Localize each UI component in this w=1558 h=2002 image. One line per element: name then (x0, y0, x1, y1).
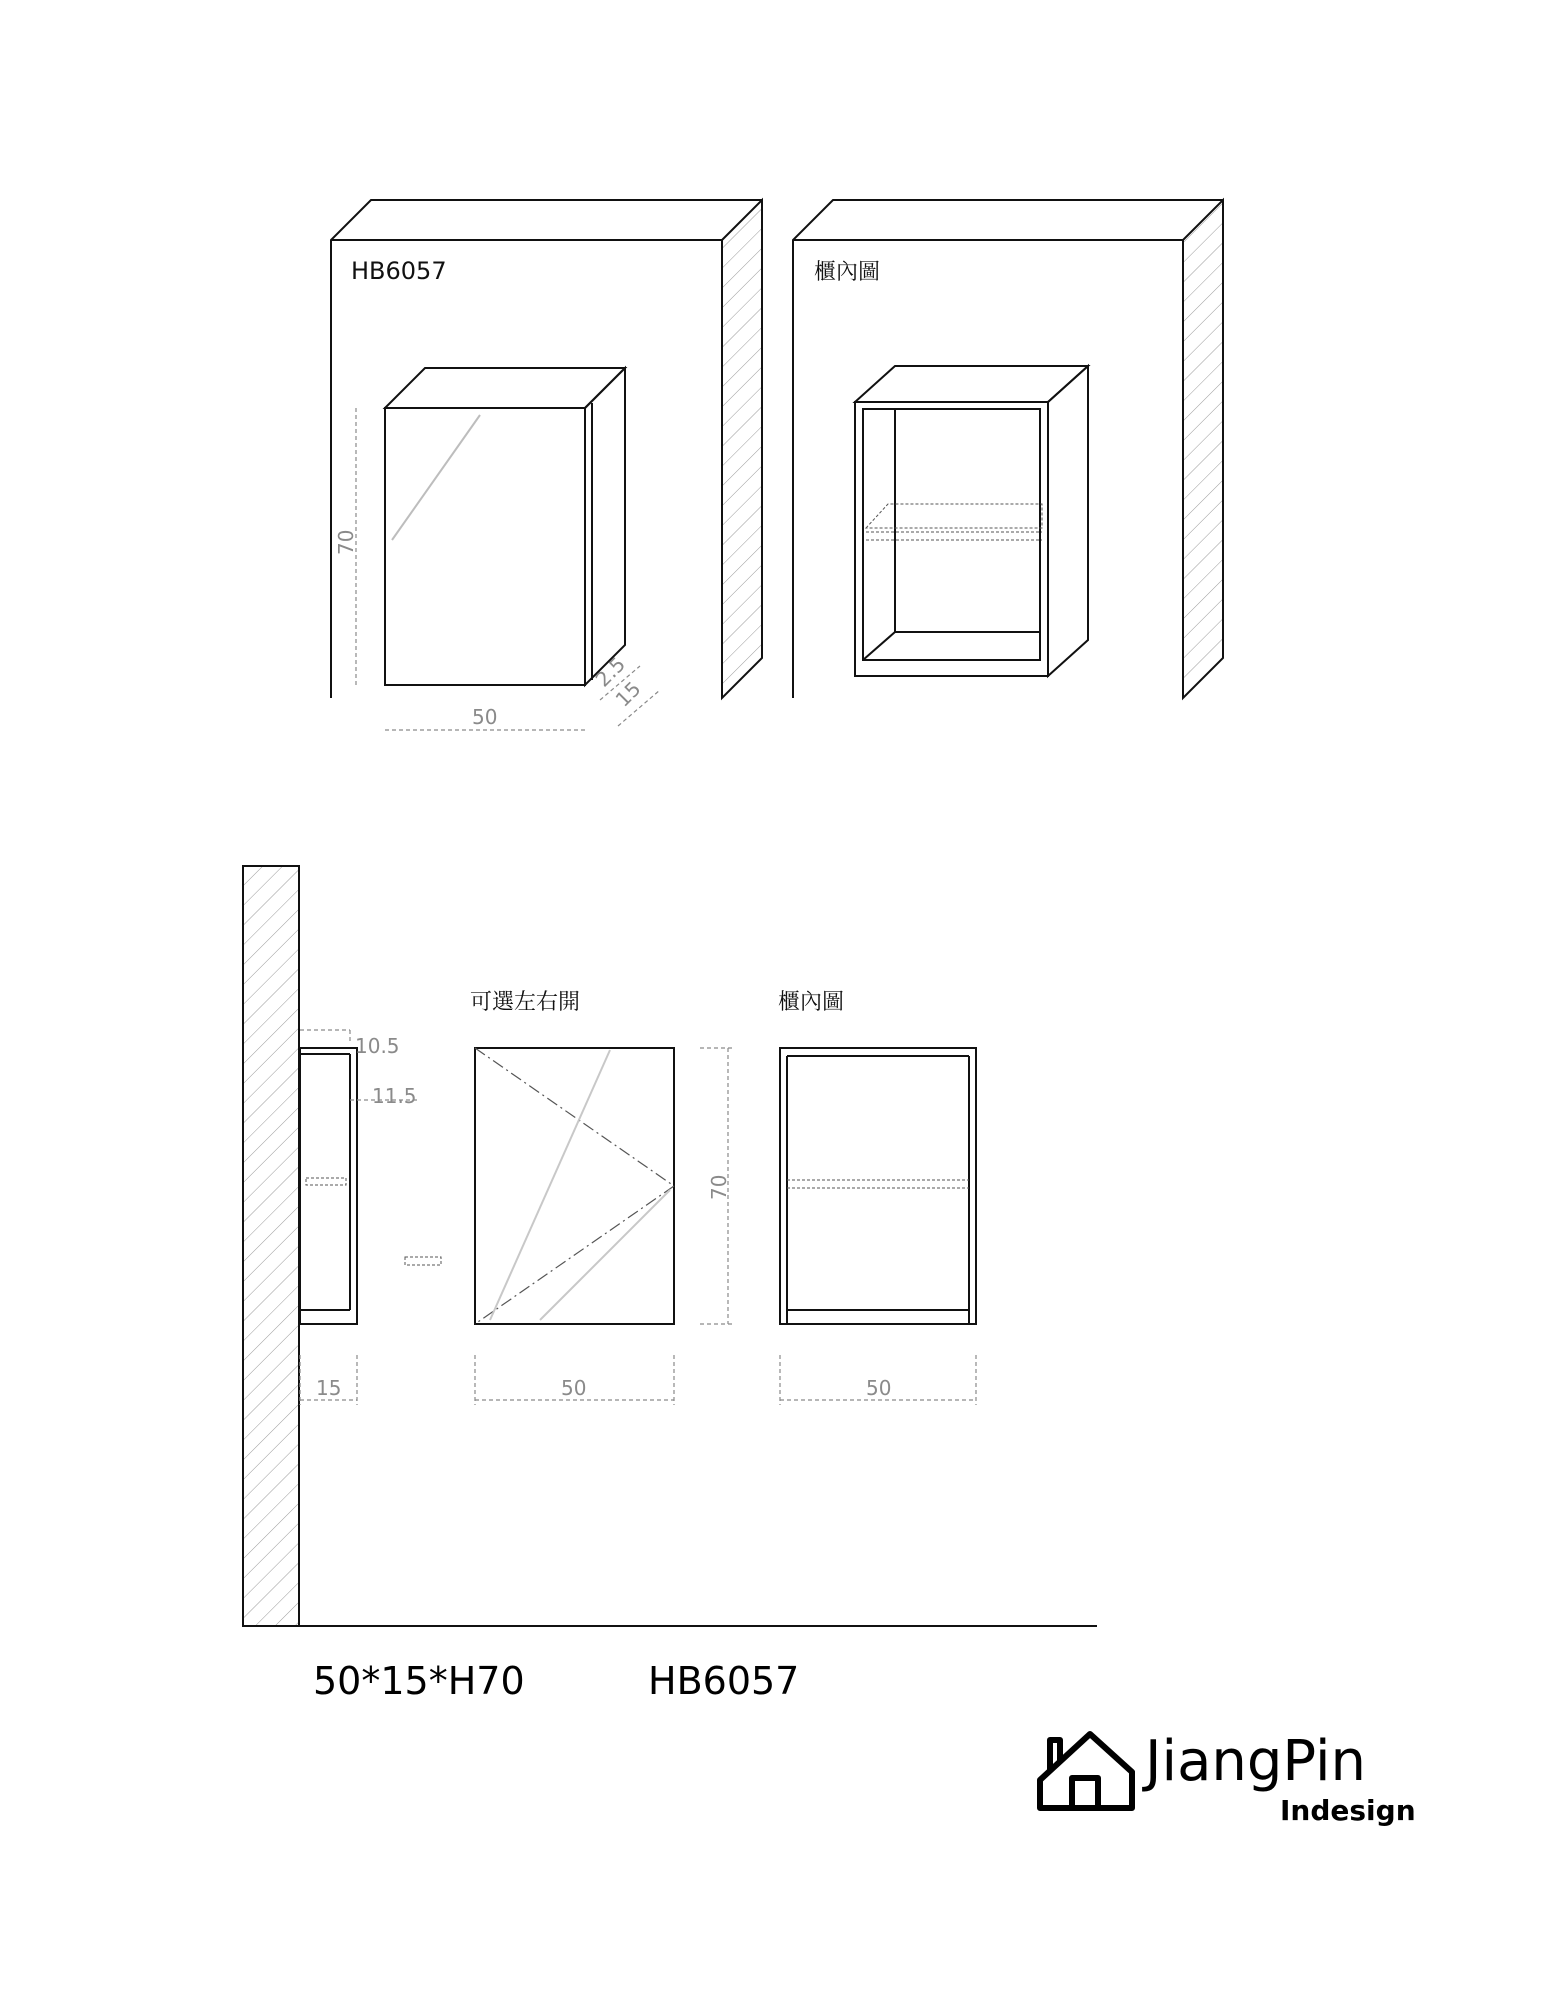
front-glare (490, 1050, 670, 1320)
brand-name: JiangPin (1145, 1729, 1367, 1794)
wall-side-hatch (722, 200, 762, 698)
door-swing (475, 1048, 674, 1324)
side-floor-marker (405, 1257, 441, 1265)
cabinet-front (385, 408, 585, 685)
inner-view (780, 1048, 976, 1324)
house-logo (1040, 1734, 1132, 1808)
side-body (300, 1048, 357, 1324)
front-title: 可選左右開 (470, 990, 581, 1015)
top-left-height-dim: 70 (334, 529, 358, 555)
side-top-dim: 10.5 (355, 1034, 400, 1058)
inner-width-dim: 50 (866, 1376, 892, 1400)
brand-tagline: Indesign (1280, 1794, 1416, 1827)
front-door (475, 1048, 674, 1324)
top-left-width-dim: 50 (472, 705, 498, 729)
front-width-dim: 50 (561, 1376, 587, 1400)
inner-title: 櫃內圖 (778, 990, 845, 1015)
top-left-depth-dim: 15 (610, 676, 646, 712)
wall-side-hatch-right (1183, 200, 1223, 698)
wall-section (243, 866, 299, 1626)
inner-frame (780, 1048, 976, 1324)
side-inner-dim: 11.5 (372, 1084, 417, 1108)
size-label: 50*15*H70 (313, 1659, 525, 1703)
inner-shelf (866, 504, 1042, 540)
cabinet-top (385, 368, 625, 408)
front-view (475, 1048, 674, 1324)
inner-cabinet-opening (863, 409, 1040, 660)
model-label: HB6057 (648, 1659, 800, 1703)
top-right-title: 櫃內圖 (814, 260, 881, 285)
front-height-dim: 70 (707, 1174, 731, 1200)
inner-shelf-front (787, 1180, 969, 1188)
side-view (300, 1048, 357, 1324)
side-depth-dim: 15 (316, 1376, 342, 1400)
top-left-door-dim: 2.5 (590, 652, 631, 692)
front-dimensions (475, 1048, 735, 1405)
inner-cabinet-side (1048, 366, 1088, 676)
top-left-title: HB6057 (351, 257, 447, 285)
inner-cabinet-frame (855, 402, 1048, 676)
